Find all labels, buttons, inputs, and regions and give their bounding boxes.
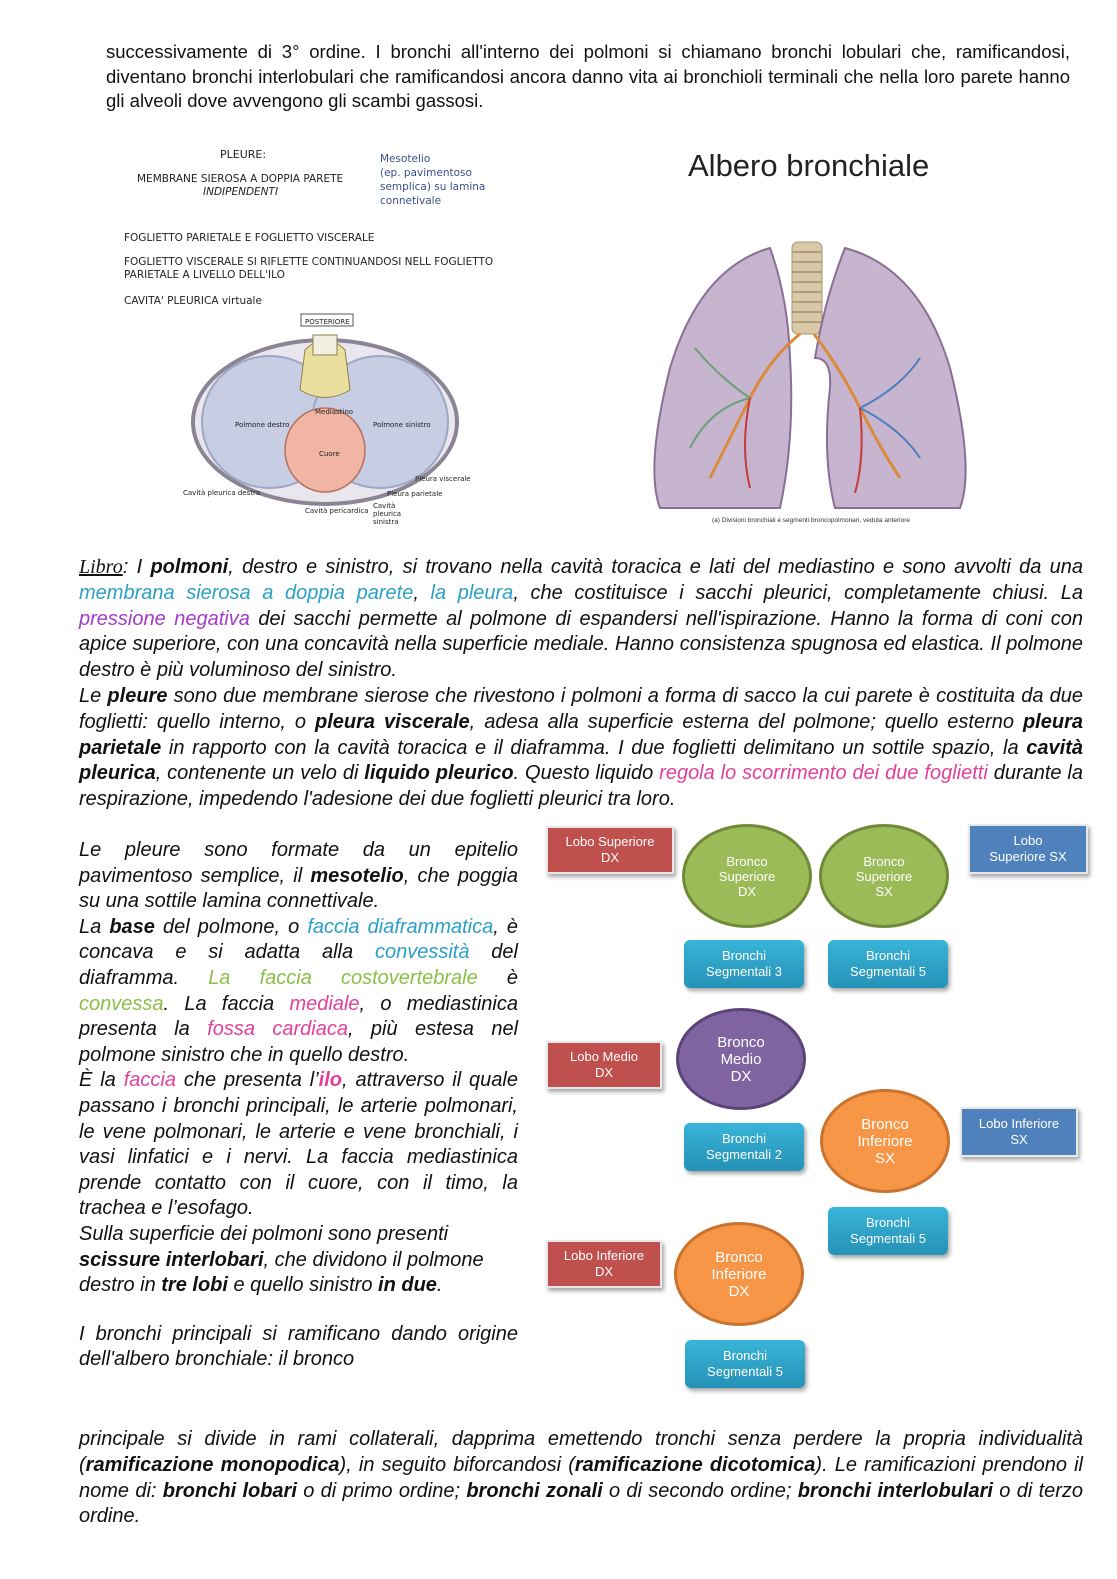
term-pleure: pleure bbox=[107, 684, 168, 707]
label-mediastino: Mediastino bbox=[315, 408, 354, 416]
text: o di terzo ordine. bbox=[79, 1479, 1084, 1528]
term-viscerale: pleura viscerale bbox=[315, 710, 470, 733]
box-label: Lobo Superiore DX bbox=[565, 834, 655, 865]
term-interlobulari: bronchi interlobulari bbox=[797, 1479, 993, 1502]
box-bronchi-segmentali-2 bbox=[684, 1123, 804, 1171]
box-lobo-superiore-dx bbox=[546, 826, 674, 874]
text: , che dividono il polmone destro in bbox=[79, 1248, 484, 1297]
left-column bbox=[79, 838, 518, 1373]
text: , destro e sinistro, si trovano nella cavità toracica e lati del mediastino e sono avvolti da una bbox=[228, 556, 1083, 578]
circle-bronco-inferiore-sx bbox=[820, 1089, 950, 1193]
term-scissure: scissure interlobari bbox=[79, 1248, 264, 1271]
pleure-title: PLEURE: bbox=[220, 148, 267, 161]
box-lobo-inferiore-dx bbox=[546, 1240, 662, 1288]
pleure-cavita: CAVITA' PLEURICA virtuale bbox=[124, 295, 262, 307]
text: dei sacchi permette al polmone di espandersi nell'ispirazione. Hanno la forma di coni con apice superiore, con una concavità nella superficie mediale. Hanno consistenza spugnosa ed elastica. Il polmone destro è più voluminoso del sinistro. bbox=[79, 607, 1084, 682]
text: , che poggia su una sottile lamina connettivale. bbox=[79, 864, 518, 913]
text: , è concava e si adatta alla bbox=[79, 915, 518, 964]
text: del diaframma. bbox=[79, 941, 518, 989]
term-faccia: faccia bbox=[123, 1069, 176, 1092]
text: durante la respirazione, impedendo l'adesione dei due foglietti pleurici tra loro. bbox=[79, 762, 1084, 811]
box-label: Bronchi Segmentali 5 bbox=[707, 1348, 783, 1379]
circle-bronco-inferiore-dx bbox=[674, 1222, 804, 1326]
term-faccia-diaframmatica: faccia diaframmatica bbox=[307, 915, 494, 938]
label-cavita-sinistra: Cavità pleurica sinistra bbox=[373, 502, 402, 526]
box-lobo-superiore-sx bbox=[968, 824, 1088, 874]
text: Le bbox=[79, 684, 108, 707]
term-convessa: convessa bbox=[79, 992, 164, 1015]
ramificazione-paragraph bbox=[79, 1427, 1083, 1530]
text: o di secondo ordine; bbox=[602, 1479, 798, 1502]
text: , bbox=[413, 581, 431, 604]
label-pleura-viscerale: Pleura viscerale bbox=[415, 475, 471, 483]
libro-paragraph bbox=[79, 555, 1083, 813]
term-liquido: liquido pleurico bbox=[364, 762, 514, 785]
text: . La faccia bbox=[163, 992, 290, 1015]
box-label: Lobo Medio DX bbox=[570, 1049, 638, 1080]
term-dicotomica: ramificazione dicotomica bbox=[574, 1453, 816, 1476]
text: . bbox=[436, 1274, 443, 1297]
text: , più estesa nel polmone sinistro che in quello destro. bbox=[79, 1018, 519, 1066]
pleure-membrane: MEMBRANE SIEROSA A DOPPIA PARETE bbox=[137, 173, 344, 185]
term-fossa: fossa cardiaca bbox=[207, 1018, 348, 1041]
box-bronchi-segmentali-5-inf-dx bbox=[685, 1340, 805, 1388]
text: , attraverso il quale passano i bronchi principali, le arterie polmonari, le vene polmonari, le arterie e vene bronchiali, i vasi linfatici e i nervi. La faccia mediastinica prende contatto con il cuore, con il timo, la trachea e l’esofago. bbox=[79, 1069, 518, 1220]
term-membrana: membrana sierosa a doppia parete bbox=[79, 581, 414, 604]
text: in rapporto con la cavità toracica e il diaframma. I due foglietti delimitano un sottile spazio, la bbox=[161, 736, 1027, 759]
text: La bbox=[79, 915, 110, 938]
text: , contenente un velo di bbox=[155, 762, 365, 785]
intro-paragraph: successivamente di 3° ordine. I bronchi all'interno dei polmoni si chiamano bronchi lobulari che, ramificandosi, diventano bronchi interlobulari che ramificandosi ancora danno vita ai bronchioli terminali che nella loro parete hanno gli alveoli dove avvengono gli scambi gassosi. bbox=[106, 41, 1070, 111]
term-parietale: pleura parietale bbox=[79, 710, 1083, 759]
label-polmone-sinistro: Polmone sinistro bbox=[373, 421, 431, 429]
label-posteriore: POSTERIORE bbox=[305, 318, 350, 326]
term-convessita: convessità bbox=[374, 941, 470, 964]
text: È la bbox=[79, 1069, 124, 1092]
term-monopodica: ramificazione monopodica bbox=[85, 1453, 340, 1476]
text: è bbox=[477, 966, 518, 989]
pleure-riflette: FOGLIETTO VISCERALE SI RIFLETTE CONTINUANDOSI NELL FOGLIETTO PARIETALE A LIVELLO DELL'ILO bbox=[124, 256, 494, 281]
pleure-figure bbox=[115, 140, 525, 530]
pleure-mesotelio: Mesotelio (ep. pavimentoso semplica) su lamina connetivale bbox=[380, 153, 486, 207]
text: : I bbox=[122, 556, 151, 578]
circle-bronco-superiore-dx bbox=[682, 824, 812, 928]
box-lobo-inferiore-sx bbox=[960, 1107, 1078, 1157]
label-pleura-parietale: Pleura parietale bbox=[387, 490, 443, 498]
albero-title: Albero bronchiale bbox=[688, 148, 930, 183]
term-lobari: bronchi lobari bbox=[162, 1479, 297, 1502]
term-mediale: mediale bbox=[289, 992, 360, 1015]
text: , o mediastinica presenta la bbox=[79, 992, 518, 1041]
term-regola: regola lo scorrimento dei due foglietti bbox=[659, 762, 988, 785]
box-label: Bronchi Segmentali 2 bbox=[706, 1131, 782, 1162]
text: o di primo ordine; bbox=[296, 1479, 467, 1502]
text: che presenta l’ bbox=[175, 1069, 319, 1092]
text: , che costituisce i sacchi pleurici, completamente chiusi. La bbox=[513, 581, 1084, 604]
term-pressione: pressione negativa bbox=[79, 607, 250, 630]
text: sono due membrane sierose che rivestono i polmoni a forma di sacco la cui parete è costituita da due foglietti: quello interno, o bbox=[79, 684, 1083, 733]
circle-bronco-superiore-sx bbox=[819, 824, 949, 928]
box-bronchi-segmentali-3 bbox=[684, 940, 804, 988]
term-mesotelio: mesotelio bbox=[310, 864, 404, 887]
text: ). Le ramificazioni prendono il nome di: bbox=[79, 1453, 1083, 1502]
label-cuore: Cuore bbox=[319, 450, 340, 458]
box-bronchi-segmentali-5-sup bbox=[828, 940, 948, 988]
term-faccia-costovertebrale: La faccia costovertebrale bbox=[208, 966, 478, 989]
text: , adesa alla superficie esterna del polmone; quello esterno bbox=[469, 710, 1023, 733]
text: Sulla superficie dei polmoni sono presenti bbox=[79, 1222, 449, 1245]
albero-caption: (a) Divisioni bronchiali e segmenti broncopolmonari, veduta anteriore bbox=[712, 517, 910, 524]
circle-label: Bronco Inferiore SX bbox=[857, 1115, 913, 1167]
text: Le pleure sono formate da un epitelio pavimentoso semplice, il bbox=[79, 839, 518, 887]
circle-label: Bronco Superiore DX bbox=[718, 853, 776, 899]
box-label: Bronchi Segmentali 5 bbox=[850, 948, 926, 979]
label-cavita-destra: Cavità pleurica destra bbox=[183, 489, 261, 497]
term-ilo: ilo bbox=[318, 1069, 342, 1092]
bronchi-intro: I bronchi principali si ramificano dando origine dell'albero bronchiale: il bronco bbox=[79, 1322, 518, 1371]
lungs-illustration bbox=[600, 238, 1020, 528]
libro-label: Libro bbox=[79, 556, 123, 578]
pleure-indipendenti: INDIPENDENTI bbox=[203, 186, 279, 198]
term-zonali: bronchi zonali bbox=[466, 1479, 603, 1502]
label-polmone-destro: Polmone destro bbox=[235, 421, 290, 429]
pleure-paragraph bbox=[79, 684, 1083, 813]
term-tre-lobi: tre lobi bbox=[161, 1274, 228, 1297]
text: principale si divide in rami collaterali, dapprima emettendo tronchi senza perdere la propria individualità ( bbox=[79, 1428, 1083, 1476]
term-la-pleura: la pleura bbox=[430, 581, 514, 604]
pleure-foglietti: FOGLIETTO PARIETALE E FOGLIETTO VISCERALE bbox=[124, 232, 375, 244]
box-lobo-medio-dx bbox=[546, 1041, 662, 1089]
box-bronchi-segmentali-5-inf-sx bbox=[828, 1207, 948, 1255]
text: del polmone, o bbox=[154, 915, 308, 938]
box-label: Lobo Superiore SX bbox=[989, 833, 1067, 864]
box-label: Lobo Inferiore SX bbox=[978, 1116, 1060, 1147]
text: e quello sinistro bbox=[227, 1274, 379, 1297]
text: . Questo liquido bbox=[513, 762, 660, 785]
circle-label: Bronco Medio DX bbox=[717, 1033, 765, 1085]
text: ), in seguito biforcandosi ( bbox=[339, 1453, 575, 1476]
circle-label: Bronco Inferiore DX bbox=[711, 1248, 767, 1300]
term-in-due: in due bbox=[378, 1274, 437, 1297]
box-label: Bronchi Segmentali 3 bbox=[706, 948, 782, 979]
term-cavita: cavità pleurica bbox=[79, 736, 1083, 785]
term-polmoni: polmoni bbox=[150, 556, 229, 578]
label-cavita-pericardica: Cavità pericardica bbox=[305, 507, 369, 515]
circle-bronco-medio-dx bbox=[676, 1008, 806, 1110]
box-label: Bronchi Segmentali 5 bbox=[850, 1215, 926, 1246]
circle-label: Bronco Superiore SX bbox=[855, 853, 913, 899]
term-base: base bbox=[109, 915, 155, 938]
box-label: Lobo Inferiore DX bbox=[563, 1248, 645, 1279]
